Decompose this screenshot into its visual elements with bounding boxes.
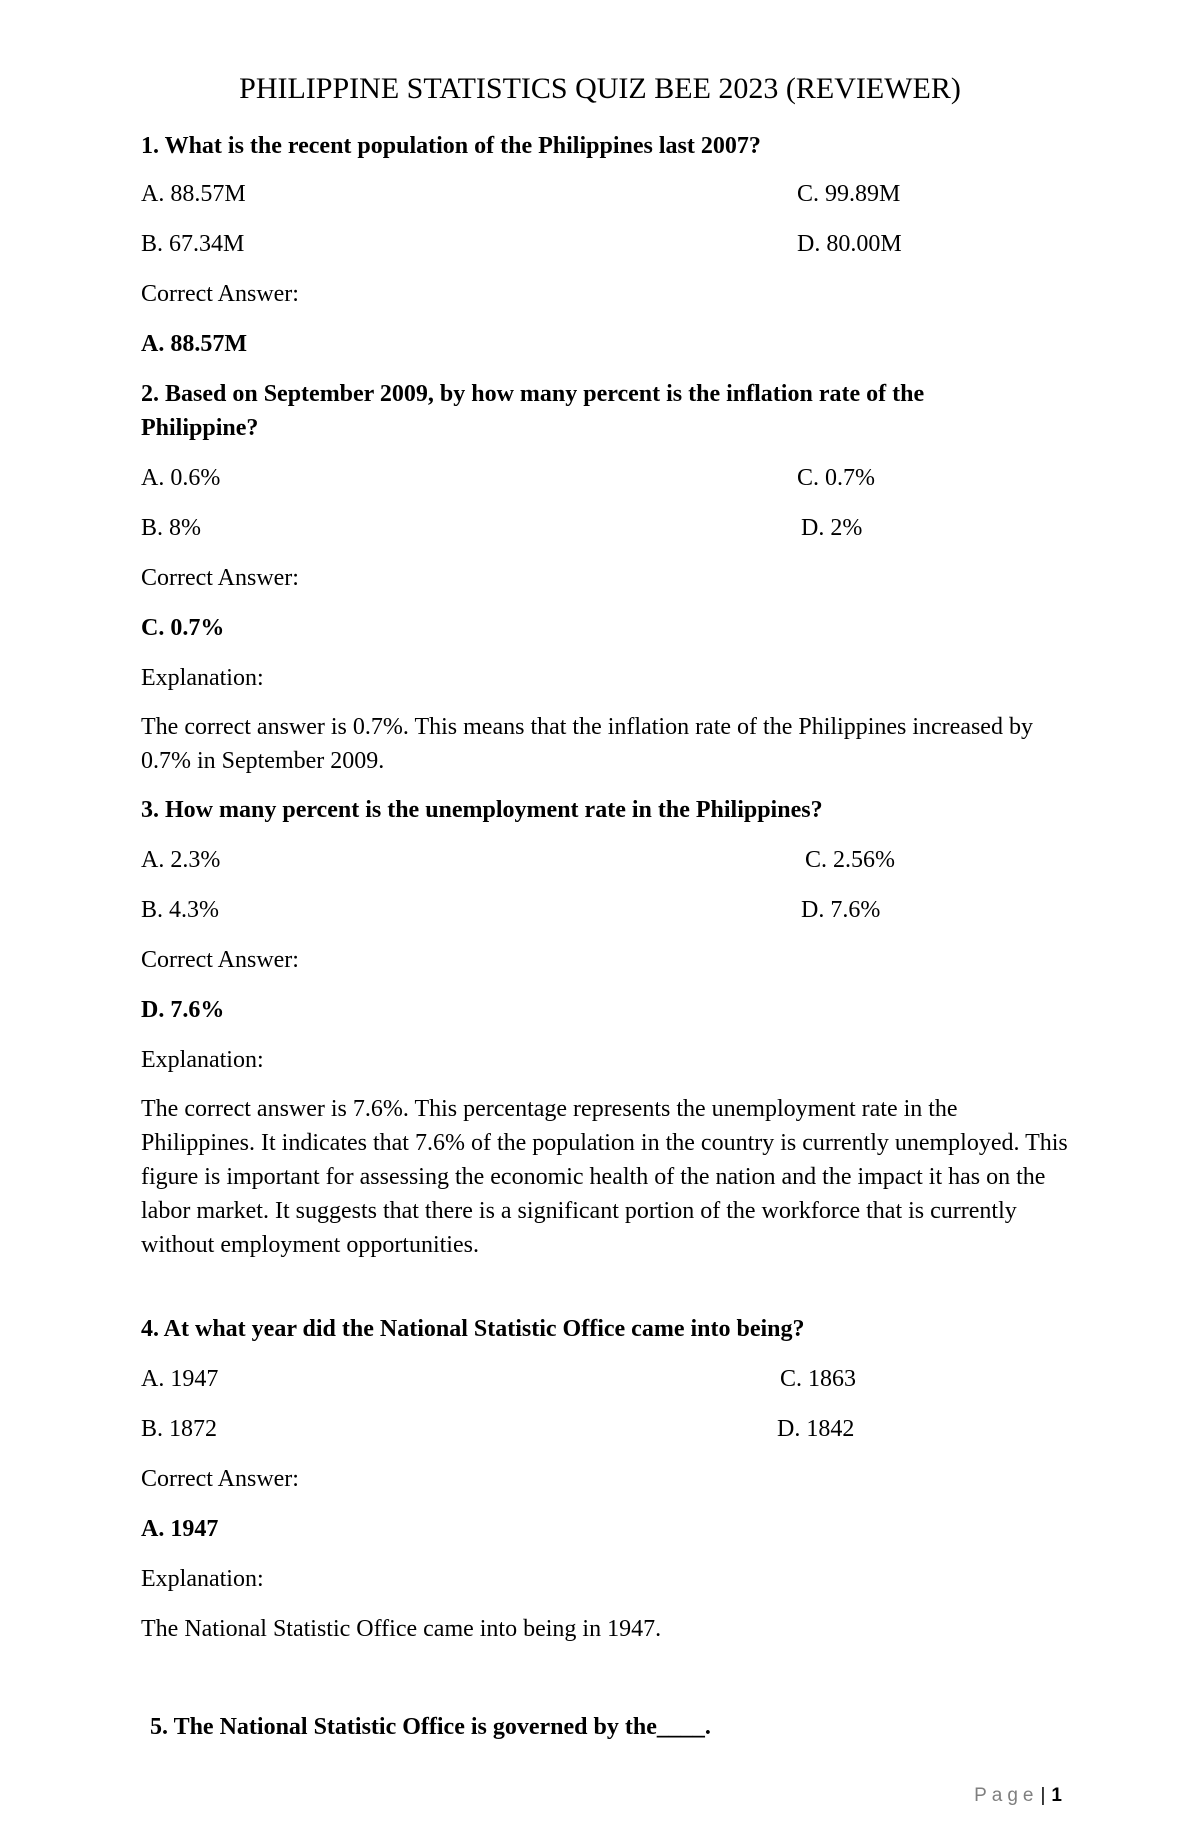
q4-answer: A. 1947 — [141, 1516, 219, 1542]
page-number: 1 — [1051, 1785, 1062, 1806]
question-1: 1. What is the recent population of the Philippines last 2007? — [141, 133, 761, 159]
page-separator: | — [1040, 1785, 1046, 1806]
q3-option-d: D. 7.6% — [801, 897, 881, 923]
q4-correct-answer-label: Correct Answer: — [141, 1466, 299, 1492]
question-2-line-2: Philippine? — [141, 415, 259, 441]
q2-answer: C. 0.7% — [141, 615, 225, 641]
q2-correct-answer-label: Correct Answer: — [141, 565, 299, 591]
q2-option-a: A. 0.6% — [141, 465, 221, 491]
q3-correct-answer-label: Correct Answer: — [141, 947, 299, 973]
q3-option-b: B. 4.3% — [141, 897, 219, 923]
q2-explanation: The correct answer is 0.7%. This means that the inflation rate of the Philippines increased by 0.7% in September 2009. — [141, 714, 1033, 774]
q4-option-b: B. 1872 — [141, 1416, 218, 1442]
q2-explanation-label: Explanation: — [141, 665, 264, 691]
q1-option-d: D. 80.00M — [797, 231, 902, 257]
document-title: PHILIPPINE STATISTICS QUIZ BEE 2023 (REVIEWER) — [239, 72, 961, 105]
q3-explanation-label: Explanation: — [141, 1047, 264, 1073]
q4-option-d: D. 1842 — [777, 1416, 855, 1442]
q3-option-a: A. 2.3% — [141, 847, 221, 873]
q1-option-c: C. 99.89M — [797, 181, 901, 207]
q1-correct-answer-label: Correct Answer: — [141, 281, 299, 307]
question-2-line-1: 2. Based on September 2009, by how many percent is the inflation rate of the — [141, 381, 925, 407]
q2-option-c: C. 0.7% — [797, 465, 875, 491]
q4-option-a: A. 1947 — [141, 1366, 219, 1392]
q2-option-b: B. 8% — [141, 515, 201, 541]
q3-explanation: The correct answer is 7.6%. This percentage represents the unemployment rate in the Philippines. It indicates that 7.6% of the population in the country is currently unemployed. This figure is important for assessing the economic health of the nation and the impact it has on the labor market. It suggests that there is a significant portion of the workforce that is currently without employment opportunities. — [141, 1096, 1068, 1258]
q1-option-a: A. 88.57M — [141, 181, 246, 207]
q1-option-b: B. 67.34M — [141, 231, 245, 257]
page-word: Page — [974, 1785, 1039, 1806]
q4-explanation: The National Statistic Office came into being in 1947. — [141, 1616, 662, 1642]
q2-option-d: D. 2% — [801, 515, 863, 541]
question-3: 3. How many percent is the unemployment rate in the Philippines? — [141, 797, 823, 823]
q3-answer: D. 7.6% — [141, 997, 225, 1023]
question-5: 5. The National Statistic Office is governed by the____. — [150, 1714, 711, 1740]
q4-explanation-label: Explanation: — [141, 1566, 264, 1592]
question-4: 4. At what year did the National Statistic Office came into being? — [141, 1316, 805, 1342]
q1-answer: A. 88.57M — [141, 331, 247, 357]
page-footer — [974, 1785, 1062, 1807]
q3-option-c: C. 2.56% — [805, 847, 895, 873]
q4-option-c: C. 1863 — [780, 1366, 857, 1392]
